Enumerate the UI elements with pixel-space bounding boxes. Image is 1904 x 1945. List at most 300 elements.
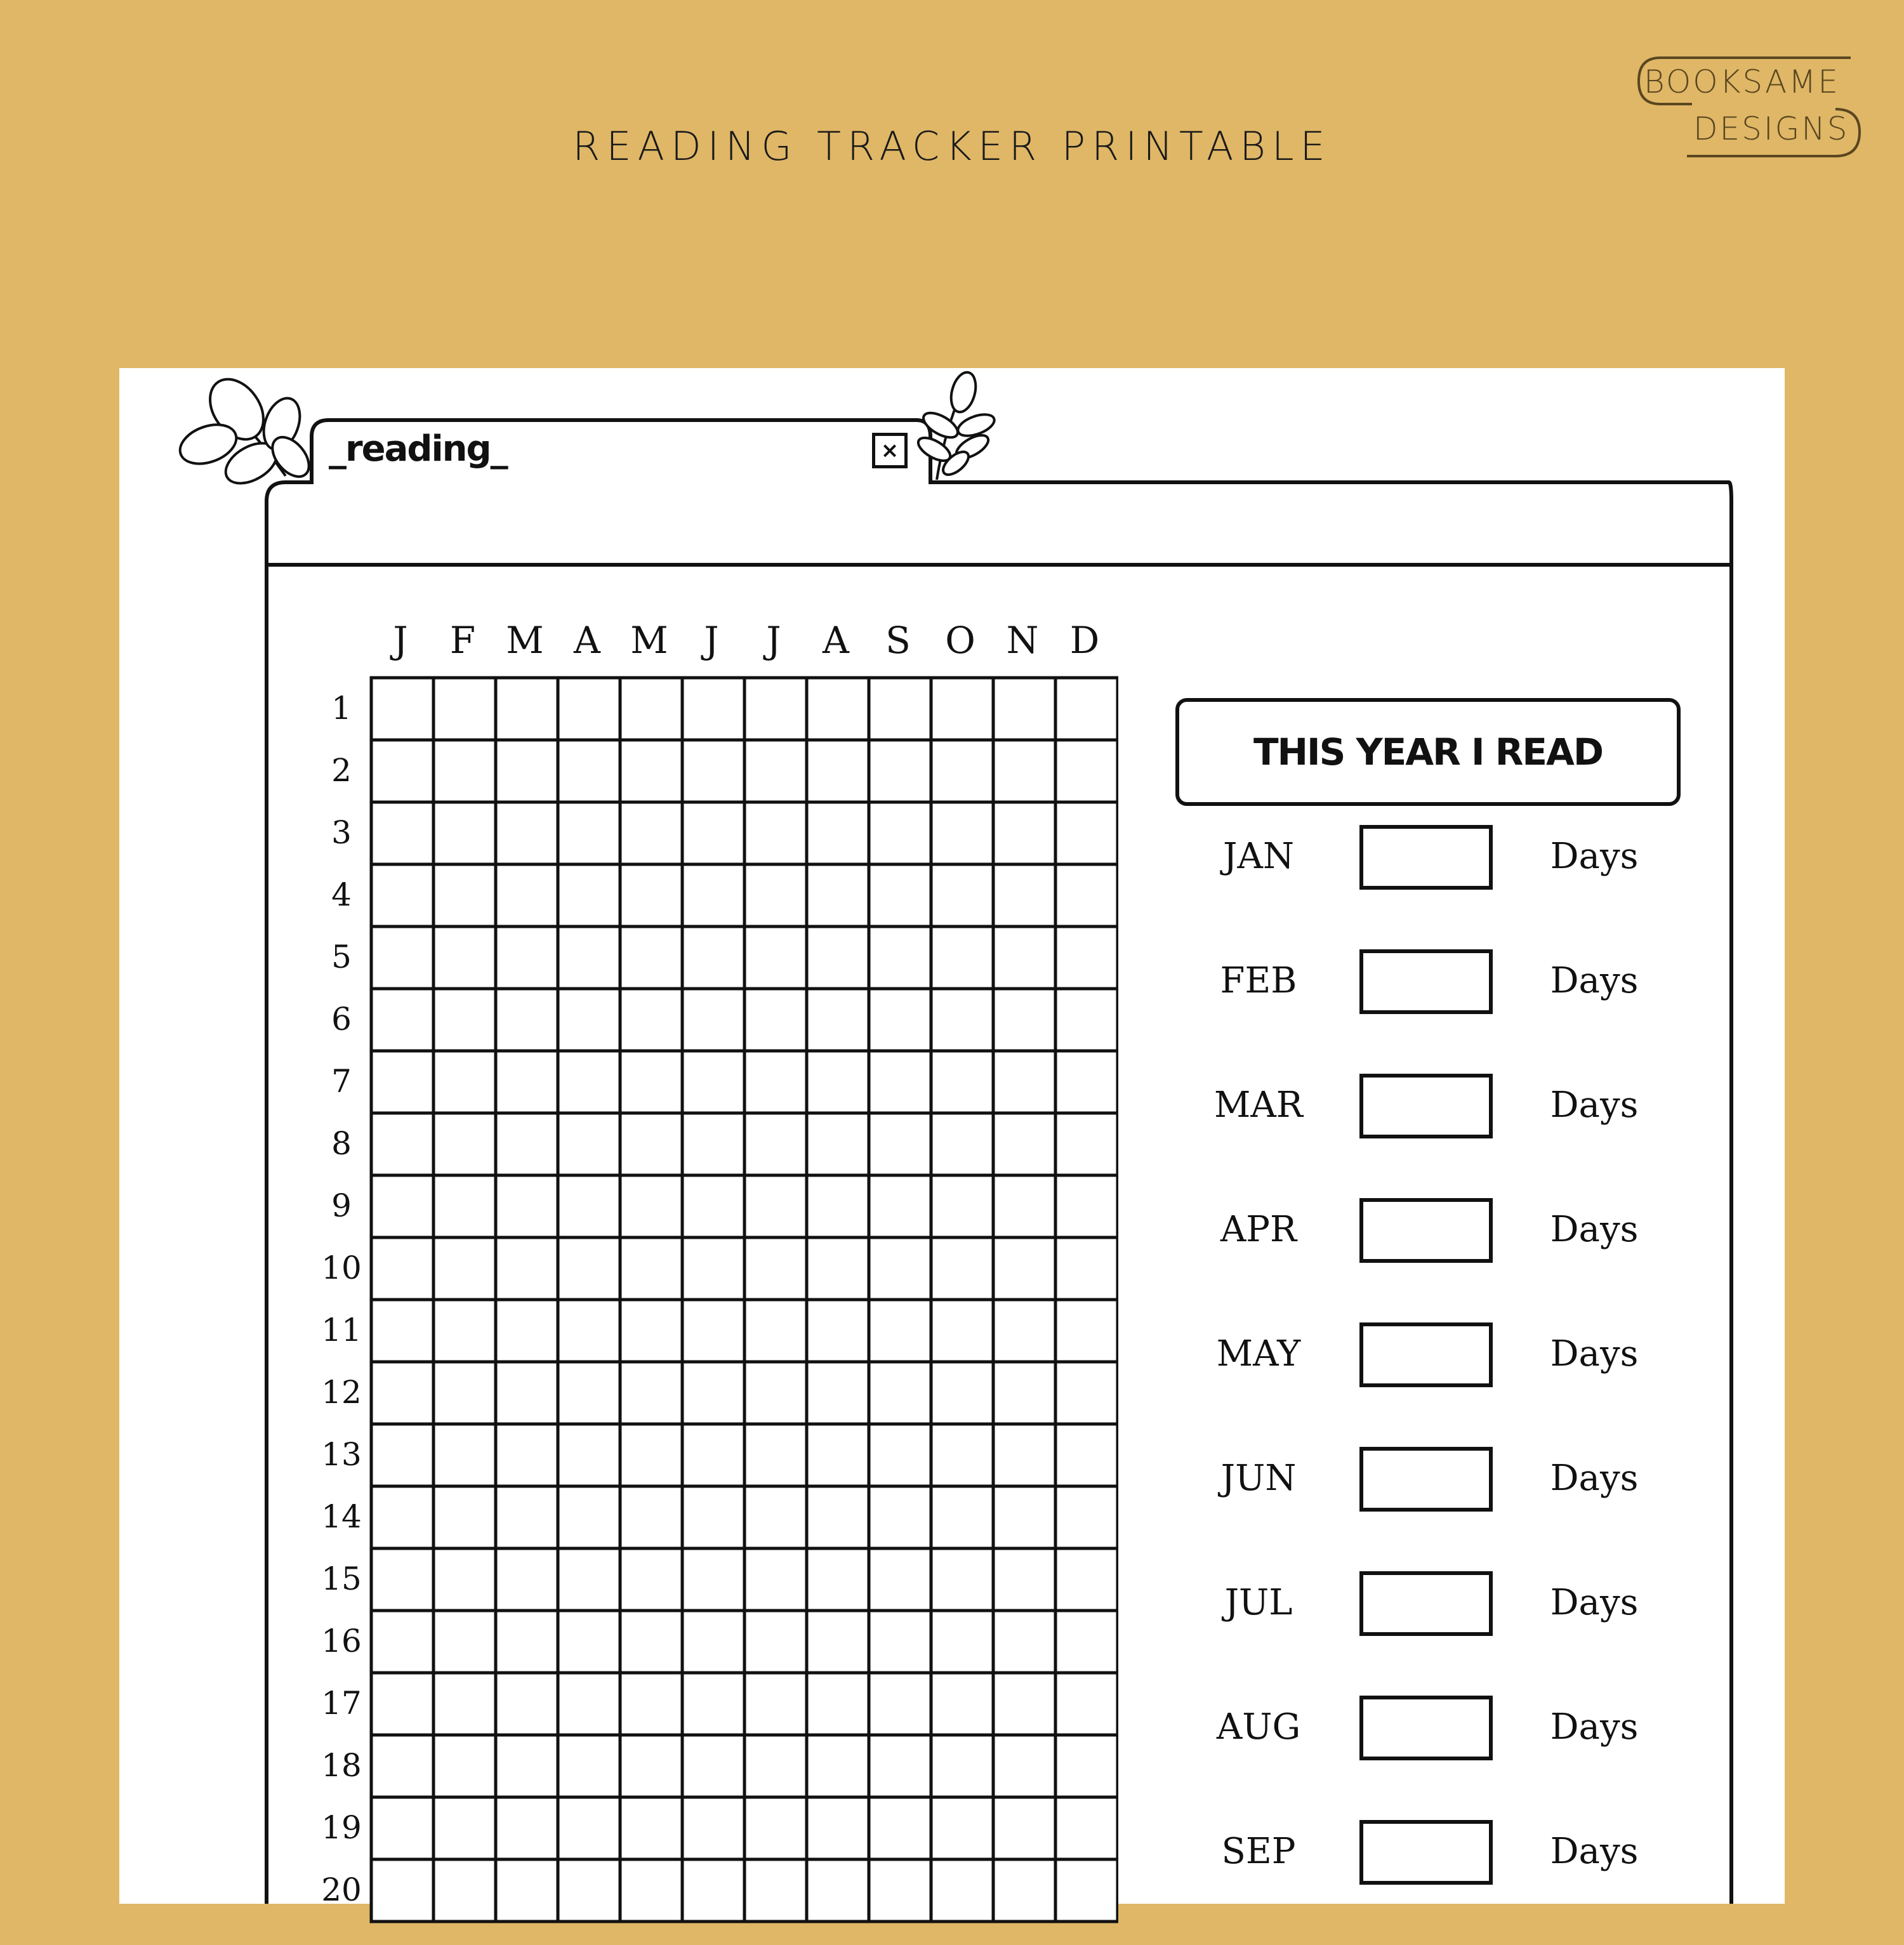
tracker-cell[interactable] <box>371 926 433 989</box>
summary-month-label: MAR <box>1214 1085 1303 1126</box>
day-label: 20 <box>321 1871 362 1908</box>
tracker-cell[interactable] <box>620 1797 682 1859</box>
tracker-cell[interactable] <box>558 1051 620 1113</box>
tracker-cell[interactable] <box>682 1175 744 1237</box>
tracker-cell[interactable] <box>869 864 931 926</box>
tracker-cell[interactable] <box>869 1300 931 1362</box>
day-label: 8 <box>331 1125 352 1162</box>
tracker-cell[interactable] <box>931 1175 993 1237</box>
tracker-cell[interactable] <box>744 740 807 802</box>
summary-month-label: JAN <box>1223 836 1294 877</box>
reading-tracker-grid[interactable] <box>369 676 1118 1945</box>
tracker-cell[interactable] <box>433 926 496 989</box>
tracker-cell[interactable] <box>620 1051 682 1113</box>
tracker-cell[interactable] <box>869 802 931 864</box>
tracker-cell[interactable] <box>496 1548 558 1611</box>
tracker-cell[interactable] <box>931 1237 993 1300</box>
tracker-cell[interactable] <box>807 1859 869 1922</box>
summary-month-label: APR <box>1220 1209 1297 1250</box>
tracker-cell[interactable] <box>620 1175 682 1237</box>
tracker-cell[interactable] <box>869 926 931 989</box>
tracker-cell[interactable] <box>993 1300 1055 1362</box>
month-header: M <box>506 619 544 662</box>
tracker-cell[interactable] <box>433 1548 496 1611</box>
tracker-cell[interactable] <box>744 1611 807 1673</box>
tracker-cell[interactable] <box>496 1735 558 1797</box>
summary-days-field[interactable] <box>1359 949 1493 1014</box>
tracker-cell[interactable] <box>931 1424 993 1486</box>
summary-days-field[interactable] <box>1359 1820 1493 1885</box>
tracker-cell[interactable] <box>807 864 869 926</box>
tracker-cell[interactable] <box>496 1673 558 1735</box>
tracker-cell[interactable] <box>433 1362 496 1424</box>
tracker-cell[interactable] <box>558 1548 620 1611</box>
tracker-cell[interactable] <box>620 1424 682 1486</box>
leaf-sprig-icon <box>915 369 997 480</box>
day-label: 7 <box>331 1063 352 1100</box>
tracker-cell[interactable] <box>931 926 993 989</box>
tracker-cell[interactable] <box>371 740 433 802</box>
tracker-cell[interactable] <box>931 1611 993 1673</box>
summary-days-field[interactable] <box>1359 1198 1493 1263</box>
day-label: 12 <box>321 1374 362 1411</box>
tracker-cell[interactable] <box>620 1673 682 1735</box>
tracker-cell[interactable] <box>682 1486 744 1548</box>
tracker-cell[interactable] <box>869 1051 931 1113</box>
tracker-cell[interactable] <box>807 1735 869 1797</box>
tracker-cell[interactable] <box>744 1424 807 1486</box>
tracker-cell[interactable] <box>744 1362 807 1424</box>
summary-days-field[interactable] <box>1359 1074 1493 1138</box>
tracker-cell[interactable] <box>433 1797 496 1859</box>
tracker-cell[interactable] <box>620 1113 682 1175</box>
tracker-cell[interactable] <box>931 1051 993 1113</box>
tracker-cell[interactable] <box>993 1051 1055 1113</box>
tracker-cell[interactable] <box>869 1424 931 1486</box>
tracker-cell[interactable] <box>1055 1797 1118 1859</box>
tracker-cell[interactable] <box>433 1673 496 1735</box>
tracker-cell[interactable] <box>371 1611 433 1673</box>
tracker-cell[interactable] <box>807 1051 869 1113</box>
tracker-cell[interactable] <box>744 678 807 740</box>
month-header: A <box>823 619 849 662</box>
tracker-cell[interactable] <box>682 989 744 1051</box>
tracker-cell[interactable] <box>931 989 993 1051</box>
tracker-cell[interactable] <box>371 1113 433 1175</box>
tracker-cell[interactable] <box>620 1735 682 1797</box>
tracker-cell[interactable] <box>620 1237 682 1300</box>
tracker-cell[interactable] <box>371 1673 433 1735</box>
brand-logo <box>1635 56 1863 160</box>
summary-unit-label: Days <box>1550 1706 1639 1748</box>
tracker-cell[interactable] <box>496 864 558 926</box>
tracker-cell[interactable] <box>371 1735 433 1797</box>
tracker-cell[interactable] <box>1055 1859 1118 1922</box>
tracker-cell[interactable] <box>371 1486 433 1548</box>
tracker-cell[interactable] <box>433 678 496 740</box>
tracker-cell[interactable] <box>807 802 869 864</box>
tracker-cell[interactable] <box>869 989 931 1051</box>
tracker-cell[interactable] <box>496 1797 558 1859</box>
tracker-cell[interactable] <box>620 1362 682 1424</box>
tracker-cell[interactable] <box>433 740 496 802</box>
tracker-cell[interactable] <box>869 1611 931 1673</box>
tracker-cell[interactable] <box>371 1051 433 1113</box>
day-label: 2 <box>331 752 352 789</box>
tracker-cell[interactable] <box>496 1300 558 1362</box>
summary-unit-label: Days <box>1550 1458 1639 1499</box>
tracker-cell[interactable] <box>682 1237 744 1300</box>
tracker-cell[interactable] <box>371 1300 433 1362</box>
tracker-cell[interactable] <box>744 1673 807 1735</box>
tracker-cell[interactable] <box>682 1735 744 1797</box>
tracker-cell[interactable] <box>371 1797 433 1859</box>
tracker-cell[interactable] <box>1055 926 1118 989</box>
tracker-cell[interactable] <box>558 1486 620 1548</box>
day-label: 6 <box>331 1001 352 1038</box>
tracker-cell[interactable] <box>869 1362 931 1424</box>
tracker-cell[interactable] <box>558 1735 620 1797</box>
tracker-cell[interactable] <box>931 1797 993 1859</box>
tracker-cell[interactable] <box>807 989 869 1051</box>
tracker-cell[interactable] <box>993 864 1055 926</box>
tracker-cell[interactable] <box>433 1051 496 1113</box>
brand-line-1: BOOKSAME <box>1644 63 1840 100</box>
tracker-cell[interactable] <box>682 1673 744 1735</box>
tracker-cell[interactable] <box>993 1797 1055 1859</box>
tracker-cell[interactable] <box>744 802 807 864</box>
month-header: J <box>766 619 781 662</box>
tracker-cell[interactable] <box>869 1486 931 1548</box>
tracker-cell[interactable] <box>807 1424 869 1486</box>
tracker-cell[interactable] <box>993 678 1055 740</box>
tracker-cell[interactable] <box>869 740 931 802</box>
tracker-cell[interactable] <box>433 1300 496 1362</box>
tracker-cell[interactable] <box>620 740 682 802</box>
month-header: N <box>1006 619 1039 662</box>
summary-days-field[interactable] <box>1359 825 1493 890</box>
tracker-cell[interactable] <box>620 1486 682 1548</box>
tracker-cell[interactable] <box>993 1175 1055 1237</box>
tracker-cell[interactable] <box>744 1300 807 1362</box>
tracker-cell[interactable] <box>1055 1300 1118 1362</box>
tracker-cell[interactable] <box>558 1424 620 1486</box>
summary-month-label: FEB <box>1220 960 1297 1001</box>
tracker-cell[interactable] <box>496 1611 558 1673</box>
tracker-cell[interactable] <box>371 1548 433 1611</box>
tracker-cell[interactable] <box>869 1175 931 1237</box>
close-button[interactable]: × <box>872 433 908 468</box>
tracker-cell[interactable] <box>931 802 993 864</box>
tracker-cell[interactable] <box>1055 1362 1118 1424</box>
tracker-cell[interactable] <box>433 1735 496 1797</box>
tracker-cell[interactable] <box>1055 1673 1118 1735</box>
tracker-cell[interactable] <box>682 1113 744 1175</box>
month-header: J <box>704 619 719 662</box>
tracker-cell[interactable] <box>993 1424 1055 1486</box>
tracker-cell[interactable] <box>744 926 807 989</box>
tracker-cell[interactable] <box>1055 1113 1118 1175</box>
day-label: 1 <box>331 690 352 727</box>
tracker-cell[interactable] <box>1055 1735 1118 1797</box>
tracker-cell[interactable] <box>558 1175 620 1237</box>
tracker-cell[interactable] <box>807 1486 869 1548</box>
tracker-cell[interactable] <box>433 1113 496 1175</box>
month-header: M <box>630 619 668 662</box>
tracker-cell[interactable] <box>433 989 496 1051</box>
tracker-cell[interactable] <box>558 989 620 1051</box>
printable-sheet <box>119 368 1785 1908</box>
tracker-cell[interactable] <box>1055 1051 1118 1113</box>
tracker-cell[interactable] <box>744 1735 807 1797</box>
tracker-cell[interactable] <box>869 1859 931 1922</box>
tracker-cell[interactable] <box>1055 1175 1118 1237</box>
tracker-cell[interactable] <box>1055 1486 1118 1548</box>
tracker-cell[interactable] <box>558 802 620 864</box>
tracker-cell[interactable] <box>993 1237 1055 1300</box>
tracker-cell[interactable] <box>744 1237 807 1300</box>
tracker-cell[interactable] <box>682 1362 744 1424</box>
day-label: 3 <box>331 814 352 851</box>
leaf-sprig-icon <box>175 369 316 492</box>
tracker-cell[interactable] <box>682 1548 744 1611</box>
tracker-cell[interactable] <box>807 1673 869 1735</box>
tracker-cell[interactable] <box>993 1611 1055 1673</box>
tracker-cell[interactable] <box>869 1735 931 1797</box>
tracker-cell[interactable] <box>744 1113 807 1175</box>
tracker-cell[interactable] <box>1055 1237 1118 1300</box>
tracker-cell[interactable] <box>807 1362 869 1424</box>
tracker-cell[interactable] <box>682 740 744 802</box>
tracker-cell[interactable] <box>558 1362 620 1424</box>
tracker-cell[interactable] <box>371 802 433 864</box>
day-label: 11 <box>321 1312 362 1348</box>
tracker-cell[interactable] <box>433 864 496 926</box>
tracker-cell[interactable] <box>993 1735 1055 1797</box>
tracker-cell[interactable] <box>993 802 1055 864</box>
day-label: 18 <box>321 1747 362 1784</box>
tracker-cell[interactable] <box>993 926 1055 989</box>
tracker-cell[interactable] <box>682 864 744 926</box>
summary-unit-label: Days <box>1550 1209 1639 1250</box>
tracker-cell[interactable] <box>433 1175 496 1237</box>
tracker-cell[interactable] <box>558 1859 620 1922</box>
day-label: 14 <box>321 1498 362 1535</box>
tracker-cell[interactable] <box>807 1113 869 1175</box>
tracker-cell[interactable] <box>371 1362 433 1424</box>
summary-unit-label: Days <box>1550 1831 1639 1872</box>
summary-days-field[interactable] <box>1359 1447 1493 1512</box>
tracker-cell[interactable] <box>744 1486 807 1548</box>
tracker-cell[interactable] <box>620 1859 682 1922</box>
tracker-cell[interactable] <box>807 926 869 989</box>
summary-days-field[interactable] <box>1359 1322 1493 1387</box>
tracker-cell[interactable] <box>433 1486 496 1548</box>
tracker-cell[interactable] <box>682 1051 744 1113</box>
tracker-cell[interactable] <box>931 1362 993 1424</box>
tracker-cell[interactable] <box>496 1486 558 1548</box>
tracker-cell[interactable] <box>620 926 682 989</box>
tracker-cell[interactable] <box>433 1237 496 1300</box>
tracker-cell[interactable] <box>1055 740 1118 802</box>
tracker-cell[interactable] <box>620 1611 682 1673</box>
day-label: 5 <box>331 939 352 975</box>
tracker-cell[interactable] <box>931 678 993 740</box>
tracker-cell[interactable] <box>496 1175 558 1237</box>
tracker-cell[interactable] <box>931 1113 993 1175</box>
tracker-cell[interactable] <box>931 1486 993 1548</box>
tracker-cell[interactable] <box>1055 802 1118 864</box>
tracker-cell[interactable] <box>1055 864 1118 926</box>
tracker-cell[interactable] <box>496 1362 558 1424</box>
tracker-cell[interactable] <box>558 926 620 989</box>
tracker-cell[interactable] <box>993 1113 1055 1175</box>
tracker-cell[interactable] <box>496 1113 558 1175</box>
tracker-cell[interactable] <box>620 802 682 864</box>
tracker-cell[interactable] <box>371 1175 433 1237</box>
month-header: A <box>574 619 600 662</box>
day-label: 15 <box>321 1560 362 1597</box>
summary-month-label: MAY <box>1216 1333 1301 1375</box>
tracker-cell[interactable] <box>496 1237 558 1300</box>
day-label: 19 <box>321 1809 362 1846</box>
tracker-cell[interactable] <box>807 678 869 740</box>
tracker-cell[interactable] <box>620 1300 682 1362</box>
month-header: J <box>393 619 408 662</box>
tracker-cell[interactable] <box>807 740 869 802</box>
tracker-cell[interactable] <box>807 1300 869 1362</box>
tracker-cell[interactable] <box>682 1797 744 1859</box>
tracker-cell[interactable] <box>931 1673 993 1735</box>
tracker-cell[interactable] <box>558 1611 620 1673</box>
summary-days-field[interactable] <box>1359 1571 1493 1636</box>
tracker-cell[interactable] <box>807 1175 869 1237</box>
tracker-cell[interactable] <box>807 1548 869 1611</box>
tracker-cell[interactable] <box>682 678 744 740</box>
tracker-cell[interactable] <box>1055 678 1118 740</box>
tracker-cell[interactable] <box>744 1859 807 1922</box>
tracker-cell[interactable] <box>496 926 558 989</box>
tracker-cell[interactable] <box>993 1362 1055 1424</box>
tracker-cell[interactable] <box>558 1300 620 1362</box>
tracker-cell[interactable] <box>993 740 1055 802</box>
tracker-cell[interactable] <box>433 802 496 864</box>
tracker-cell[interactable] <box>869 1548 931 1611</box>
tracker-cell[interactable] <box>807 1797 869 1859</box>
tracker-cell[interactable] <box>496 1424 558 1486</box>
tracker-cell[interactable] <box>371 989 433 1051</box>
tracker-cell[interactable] <box>931 1548 993 1611</box>
tracker-cell[interactable] <box>558 1113 620 1175</box>
tracker-cell[interactable] <box>371 1859 433 1922</box>
tracker-cell[interactable] <box>371 864 433 926</box>
tracker-cell[interactable] <box>496 678 558 740</box>
tracker-cell[interactable] <box>744 1051 807 1113</box>
tracker-cell[interactable] <box>433 1424 496 1486</box>
tracker-cell[interactable] <box>682 1424 744 1486</box>
tracker-cell[interactable] <box>682 1611 744 1673</box>
summary-unit-label: Days <box>1550 1085 1639 1126</box>
month-header: S <box>885 619 911 662</box>
summary-unit-label: Days <box>1550 960 1639 1001</box>
tracker-cell[interactable] <box>1055 1548 1118 1611</box>
tracker-cell[interactable] <box>620 989 682 1051</box>
tracker-cell[interactable] <box>496 740 558 802</box>
tracker-cell[interactable] <box>931 1859 993 1922</box>
tracker-cell[interactable] <box>931 1735 993 1797</box>
tracker-cell[interactable] <box>558 1797 620 1859</box>
tracker-cell[interactable] <box>620 864 682 926</box>
tracker-cell[interactable] <box>496 1051 558 1113</box>
tracker-cell[interactable] <box>931 1300 993 1362</box>
tracker-cell[interactable] <box>931 864 993 926</box>
tracker-cell[interactable] <box>869 1113 931 1175</box>
tracker-cell[interactable] <box>993 1486 1055 1548</box>
tracker-cell[interactable] <box>558 1673 620 1735</box>
tracker-cell[interactable] <box>869 678 931 740</box>
tracker-cell[interactable] <box>558 1237 620 1300</box>
tracker-cell[interactable] <box>993 1859 1055 1922</box>
summary-days-field[interactable] <box>1359 1696 1493 1760</box>
tracker-cell[interactable] <box>558 864 620 926</box>
tracker-cell[interactable] <box>682 926 744 989</box>
tracker-cell[interactable] <box>496 802 558 864</box>
tracker-cell[interactable] <box>807 1611 869 1673</box>
summary-unit-label: Days <box>1550 836 1639 877</box>
tracker-cell[interactable] <box>496 1859 558 1922</box>
tracker-cell[interactable] <box>993 1548 1055 1611</box>
summary-month-label: JUL <box>1224 1582 1293 1623</box>
tracker-cell[interactable] <box>1055 989 1118 1051</box>
tracker-cell[interactable] <box>682 802 744 864</box>
summary-unit-label: Days <box>1550 1582 1639 1623</box>
tracker-cell[interactable] <box>744 1548 807 1611</box>
tracker-cell[interactable] <box>744 864 807 926</box>
summary-month-label: JUN <box>1220 1458 1297 1499</box>
tracker-cell[interactable] <box>744 1175 807 1237</box>
window-tab-title: _reading_ <box>329 428 507 470</box>
summary-month-label: AUG <box>1216 1706 1301 1748</box>
tracker-cell[interactable] <box>682 1300 744 1362</box>
tracker-cell[interactable] <box>620 1548 682 1611</box>
summary-month-label: SEP <box>1221 1831 1296 1872</box>
tracker-cell[interactable] <box>869 1797 931 1859</box>
tracker-cell[interactable] <box>1055 1424 1118 1486</box>
day-label: 17 <box>321 1685 362 1722</box>
tracker-cell[interactable] <box>620 678 682 740</box>
tracker-cell[interactable] <box>371 1237 433 1300</box>
tracker-cell[interactable] <box>433 1611 496 1673</box>
tracker-cell[interactable] <box>371 1424 433 1486</box>
tracker-cell[interactable] <box>682 1859 744 1922</box>
tracker-cell[interactable] <box>558 740 620 802</box>
month-header: O <box>945 619 975 662</box>
tracker-cell[interactable] <box>496 989 558 1051</box>
tracker-cell[interactable] <box>869 1237 931 1300</box>
tracker-cell[interactable] <box>993 989 1055 1051</box>
tracker-cell[interactable] <box>869 1673 931 1735</box>
tracker-cell[interactable] <box>1055 1611 1118 1673</box>
tracker-cell[interactable] <box>371 678 433 740</box>
brand-line-2: DESIGNS <box>1693 110 1849 147</box>
tracker-cell[interactable] <box>931 740 993 802</box>
tracker-cell[interactable] <box>744 1797 807 1859</box>
tracker-cell[interactable] <box>807 1237 869 1300</box>
tracker-cell[interactable] <box>993 1673 1055 1735</box>
tracker-cell[interactable] <box>558 678 620 740</box>
tracker-cell[interactable] <box>433 1859 496 1922</box>
tracker-cell[interactable] <box>744 989 807 1051</box>
